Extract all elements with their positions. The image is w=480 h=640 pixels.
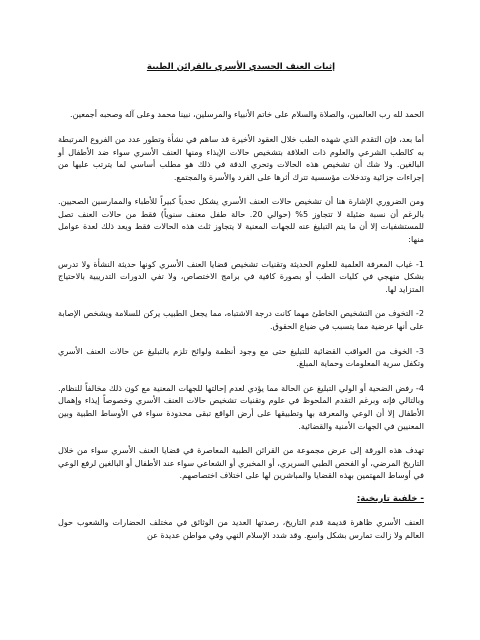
list-item-factor-1: 1- غياب المعرفة العلمية للعلوم الحديثة وتقنيات تشخيص قضايا العنف الأسري كونها حديثة النشأة ولا تدرس بشكل منهجي في كليات الطب أو بصورة كافية في برامج الاختصاص، ولا تفي الدورات التدريبية بالاحتياج المتزايد لها. — [58, 258, 424, 294]
paragraph-opening: الحمد لله رب العالمين، والصلاة والسلام على خاتم الأنبياء والمرسلين، نبينا محمد وعلى آله وصحبه أجمعين. — [70, 109, 424, 120]
document-title: إثبات العنف الجسدي الأسري بالقرائن الطبية — [146, 62, 336, 72]
section-heading-historical-background: - خلفية تاريخية: — [356, 493, 424, 504]
paragraph-challenges: ومن الضروري الإشارة هنا أن تشخيص حالات العنف الأسري يشكل تحدياً كبيراً للأطباء والممارسين الصحيين. بالرغم أن نسبة ضئيلة لا تتجاوز 5% (حوالي 20. حالة طفل معنف سنوياً) فقط من حالات العنف تصل للمستشفيات إلا أن ما يتم التبليغ عنه للجهات المعنية لا يتجاوز ثلث هذه الحالات فقط ويعد ذلك لعدة عوامل منها: — [58, 196, 425, 245]
list-item-factor-4: 4- رفض الضحية أو الولي التبليغ عن الحالة مما يؤدي لعدم إحالتها للجهات المعنية مع كون ذلك مخالفاً للنظام. وبالتالي فإنه وبرغم التقدم الملحوظ في علوم وتقنيات تشخيص حالات العنف الأسري وخصوصاً إيذاء وإهمال الأطفال إلا أن الوعي والمعرفة بها وتطبيقها على أرض الواقع تبقى محدودة سواء في الأوساط الطبية وبين المعنيين في الجهات الأمنية والقضائية. — [58, 382, 424, 431]
paragraph-introduction: أما بعد، فإن التقدم الذي شهده الطب خلال العقود الأخيرة قد ساهم في نشأة وتطور عدد من الفروع المرتبطة به كالطب الشرعي والعلوم ذات العلاقة بتشخيص حالات الإيذاء ومنها العنف الأسري سواء ضد الأطفال أو البالغين. ولا شك أن تشخيص هذه الحالات وتحري الدقة في ذلك هو مطلب أساسي لما يترتب عليها من إجراءات جزائية وتدخلات مؤسسية تترك أثرها على الفرد والأسرة والمجتمع. — [58, 133, 424, 182]
list-item-factor-3: 3- الخوف من العواقب القضائية للتبليغ حتى مع وجود أنظمة ولوائح تلزم بالتبليغ عن حالات العنف الأسري وتكفل سرية المعلومات وحماية المبلغ. — [58, 345, 424, 369]
list-item-factor-2: 2- التخوف من التشخيص الخاطئ مهما كانت درجة الاشتباه، مما يجعل الطبيب يركن للسلامة ويشخص الإصابة على أنها عرضية مما يتسبب في ضياع الحقوق. — [58, 308, 424, 332]
paragraph-aim: تهدف هذه الورقة إلى عرض مجموعة من القرائن الطبية المعاصرة في قضايا العنف الأسري سواء من خلال التاريخ المرضي، أو الفحص الطبي السريري، أو المخبري أو الشعاعي سواء عند الأطفال أو البالغين لرفع الوعي في أوساط المهتمين بهذه القضايا والمباشرين لها على اختلاف اختصاصهم. — [58, 445, 424, 481]
paragraph-history: العنف الأسري ظاهرة قديمة قدم التاريخ، رصدتها العديد من الوثائق في مختلف الحضارات والشعوب حول العالم ولا زالت تمارس بشكل واسع. وقد شدد الإسلام النهي وفي مواطن عديدة عن — [58, 516, 424, 540]
